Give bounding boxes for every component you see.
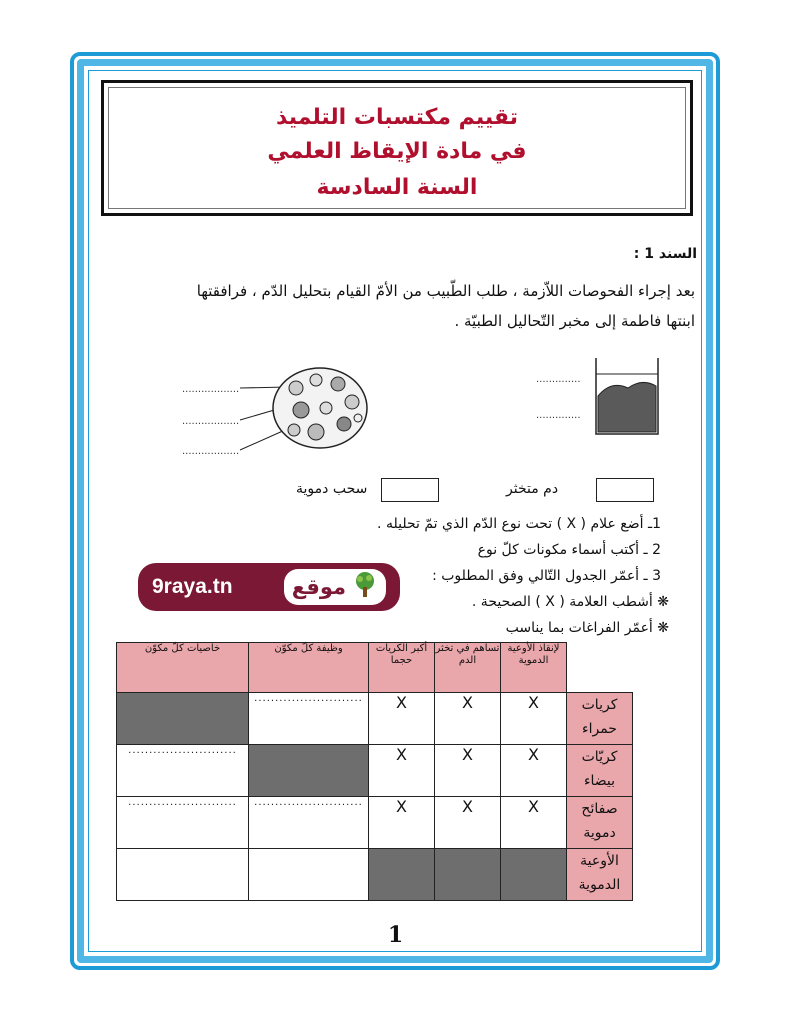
- x-mark-cell[interactable]: X: [501, 745, 567, 797]
- x-mark-cell[interactable]: X: [369, 797, 435, 849]
- title-box: [101, 80, 693, 216]
- empty-cell[interactable]: [249, 849, 369, 901]
- shaded-cell: [117, 693, 249, 745]
- function-blank[interactable]: ..........................: [249, 797, 369, 849]
- shaded-cell: [369, 849, 435, 901]
- paragraph-line-2: ابنتها فاطمة إلى مخبر التّحاليل الطبيّة .: [454, 312, 695, 330]
- x-mark-cell[interactable]: X: [501, 693, 567, 745]
- blood-smear-illustration: [176, 350, 396, 460]
- smear-answer-box[interactable]: [381, 478, 439, 502]
- table-row: [117, 849, 633, 901]
- smear-label-dots-2: ..................: [182, 416, 240, 427]
- site-logo[interactable]: [138, 563, 400, 611]
- shaded-cell: [249, 745, 369, 797]
- question-3b: ❋ أعمّر الفراغات بما يناسب: [505, 620, 669, 636]
- question-3: 3 ـ أعمّر الجدول التّالي وفق المطلوب :: [432, 568, 661, 584]
- empty-cell[interactable]: [117, 849, 249, 901]
- beaker-label-dots-2: ..............: [536, 410, 581, 421]
- x-mark-cell[interactable]: X: [435, 745, 501, 797]
- title-line-2: في مادة الإيقاظ العلمي: [267, 139, 527, 164]
- question-2: 2 ـ أكتب أسماء مكونات كلّ نوع: [477, 542, 661, 558]
- smear-label-dots-1: ..................: [182, 384, 240, 395]
- question-3a: ❋ أشطب العلامة ( X ) الصحيحة .: [471, 594, 669, 610]
- x-mark-cell[interactable]: X: [435, 693, 501, 745]
- option-clotted-label: دم متخثر: [506, 481, 559, 497]
- x-mark-cell[interactable]: X: [369, 693, 435, 745]
- row-label: الأوعية الدموية: [567, 849, 633, 901]
- col-header: أكبر الكريات حجما: [369, 643, 435, 693]
- page-number: 1: [387, 922, 404, 948]
- data-table: [116, 642, 633, 901]
- table-row: [117, 797, 633, 849]
- sanad-label: السند 1 :: [633, 246, 697, 262]
- clotted-answer-box[interactable]: [596, 478, 654, 502]
- row-label: صفائح دموية: [567, 797, 633, 849]
- x-mark-cell[interactable]: X: [369, 745, 435, 797]
- logo-word: موقع: [291, 575, 346, 599]
- option-smear-label: سحب دموية: [296, 481, 368, 497]
- property-blank[interactable]: ..........................: [117, 797, 249, 849]
- clotted-blood-beaker: [536, 352, 676, 442]
- question-1: 1ـ أضع علام ( X ) تحت نوع الدّم الذي تمّ تحليله .: [377, 516, 661, 532]
- row-label: كريّات بيضاء: [567, 745, 633, 797]
- title-line-1: تقييم مكتسبات التلميذ: [276, 105, 518, 130]
- table-row: [117, 745, 633, 797]
- x-mark-cell[interactable]: X: [435, 797, 501, 849]
- x-mark-cell[interactable]: X: [501, 797, 567, 849]
- col-header: تساهم في تخثر الدم: [435, 643, 501, 693]
- shaded-cell: [501, 849, 567, 901]
- table-header-row: [117, 643, 633, 693]
- col-header: لإنقاذ الأوعية الدموية: [501, 643, 567, 693]
- title-line-3: السنة السادسة: [316, 175, 478, 200]
- tree-icon: [352, 571, 378, 603]
- col-header: وظيفة كلّ مكوّن: [249, 643, 369, 693]
- table-row: [117, 693, 633, 745]
- smear-label-dots-3: ..................: [182, 446, 240, 457]
- property-blank[interactable]: ..........................: [117, 745, 249, 797]
- shaded-cell: [435, 849, 501, 901]
- function-blank[interactable]: ..........................: [249, 693, 369, 745]
- row-label: كريات حمراء: [567, 693, 633, 745]
- paragraph-line-1: بعد إجراء الفحوصات اللاّزمة ، طلب الطّبيب من الأمّ القيام بتحليل الدّم ، فرافقتها: [196, 282, 695, 300]
- col-header: خاصيات كلّ مكوّن: [117, 643, 249, 693]
- beaker-label-dots-1: ..............: [536, 374, 581, 385]
- logo-site-name: 9raya.tn: [152, 575, 233, 598]
